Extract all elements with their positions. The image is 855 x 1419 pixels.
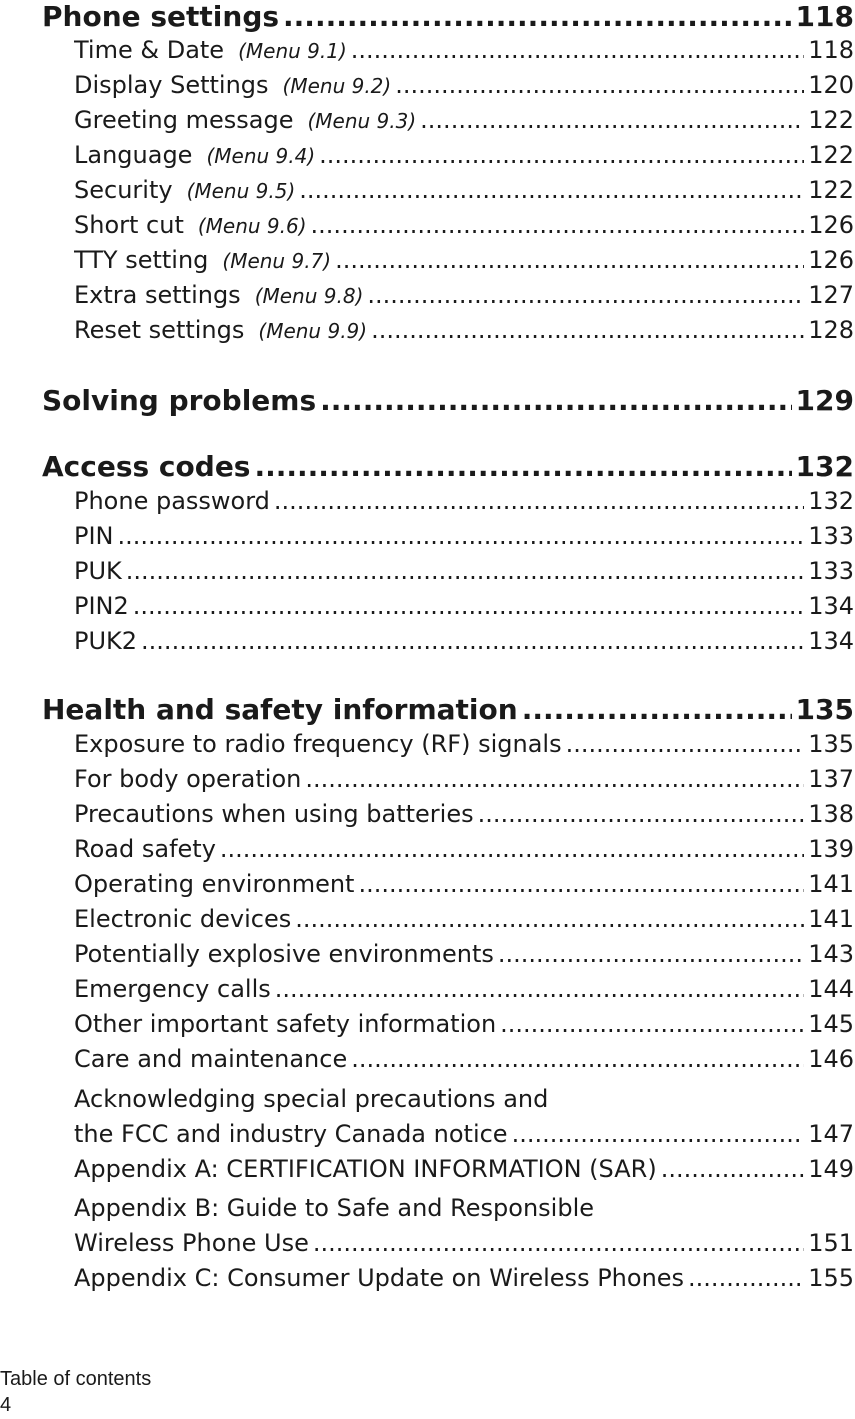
- entry-page: 128: [808, 316, 854, 344]
- dot-leader: [320, 384, 791, 417]
- entry-page: 141: [808, 870, 854, 898]
- entry-label: Reset settings: [74, 316, 245, 344]
- footer-title: Table of contents: [0, 1368, 152, 1390]
- entry-page: 141: [808, 905, 854, 933]
- entry-label: TTY setting: [74, 246, 209, 274]
- dot-leader: [688, 1264, 804, 1292]
- entry-label: PUK2: [74, 627, 138, 655]
- entry-label: Language: [74, 141, 193, 169]
- entry-menu-ref: (Menu 9.2): [282, 74, 392, 98]
- dot-leader: [420, 106, 804, 134]
- entry-page: 145: [808, 1010, 854, 1038]
- entry-label: Time & Date: [74, 36, 225, 64]
- entry-label: Display Settings: [74, 71, 269, 99]
- toc-entry-fcc-line1[interactable]: Acknowledging special precautions and: [74, 1085, 549, 1113]
- toc-entry-short-cut[interactable]: [74, 211, 854, 245]
- entry-page: 143: [808, 940, 854, 968]
- entry-menu-ref: (Menu 9.8): [254, 284, 364, 308]
- toc-entry-security[interactable]: [74, 176, 854, 210]
- toc-entry-appendix-b-line1[interactable]: Appendix B: Guide to Safe and Responsible: [74, 1194, 595, 1222]
- toc-entry-puk[interactable]: [74, 557, 854, 591]
- entry-label: For body operation: [74, 765, 302, 793]
- entry-label: PIN: [74, 522, 114, 550]
- entry-page: 126: [808, 211, 854, 239]
- toc-entry-other-safety-info[interactable]: [74, 1010, 854, 1044]
- section-page: 132: [795, 450, 854, 483]
- entry-page: 127: [808, 281, 854, 309]
- entry-label: Exposure to radio frequency (RF) signals: [74, 730, 562, 758]
- dot-leader: [311, 211, 805, 239]
- entry-label: Wireless Phone Use: [74, 1229, 309, 1257]
- toc-section-phone-settings[interactable]: [42, 0, 854, 36]
- section-page: 118: [795, 0, 854, 33]
- toc-entry-display-settings[interactable]: [74, 71, 854, 105]
- toc-entry-explosive-environments[interactable]: [74, 940, 854, 974]
- toc-entry-reset-settings[interactable]: [74, 316, 854, 350]
- toc-entry-phone-password[interactable]: [74, 487, 854, 521]
- dot-leader: [126, 557, 804, 585]
- entry-label: Short cut: [74, 211, 184, 239]
- entry-menu-ref: (Menu 9.3): [307, 109, 417, 133]
- toc-entry-puk2[interactable]: [74, 627, 854, 661]
- toc-entry-electronic-devices[interactable]: [74, 905, 854, 939]
- entry-page: 132: [808, 487, 854, 515]
- dot-leader: [500, 1010, 804, 1038]
- entry-page: 133: [808, 557, 854, 585]
- entry-page: 133: [808, 522, 854, 550]
- toc-entry-pin2[interactable]: [74, 592, 854, 626]
- entry-page: 118: [808, 36, 854, 64]
- dot-leader: [283, 0, 792, 33]
- entry-label: Precautions when using batteries: [74, 800, 474, 828]
- footer-page-number: 4: [0, 1394, 12, 1416]
- dot-leader: [118, 522, 805, 550]
- dot-leader: [351, 36, 804, 64]
- dot-leader: [220, 835, 804, 863]
- toc-entry-battery-precautions[interactable]: [74, 800, 854, 834]
- entry-label: Care and maintenance: [74, 1045, 348, 1073]
- dot-leader: [395, 71, 804, 99]
- toc-entry-appendix-b[interactable]: [74, 1229, 854, 1263]
- dot-leader: [335, 246, 804, 274]
- section-title: Health and safety information: [42, 693, 518, 726]
- entry-page: 137: [808, 765, 854, 793]
- toc-entry-time-date[interactable]: [74, 36, 854, 70]
- entry-page: 144: [808, 975, 854, 1003]
- entry-label: PUK: [74, 557, 122, 585]
- dot-leader: [371, 316, 804, 344]
- entry-menu-ref: (Menu 9.1): [238, 39, 347, 63]
- entry-page: 122: [808, 106, 854, 134]
- entry-page: 155: [808, 1264, 854, 1292]
- dot-leader: [478, 800, 805, 828]
- toc-entry-care-maintenance[interactable]: [74, 1045, 854, 1079]
- entry-menu-ref: (Menu 9.6): [197, 214, 307, 238]
- entry-page: 134: [808, 592, 854, 620]
- dot-leader: [351, 1045, 804, 1073]
- toc-entry-road-safety[interactable]: [74, 835, 854, 869]
- dot-leader: [319, 141, 804, 169]
- entry-label: Emergency calls: [74, 975, 271, 1003]
- toc-entry-fcc-notice[interactable]: [74, 1120, 854, 1154]
- entry-page: 151: [808, 1229, 854, 1257]
- dot-leader: [512, 1120, 805, 1148]
- entry-page: 122: [808, 176, 854, 204]
- dot-leader: [522, 693, 792, 726]
- entry-label: PIN2: [74, 592, 129, 620]
- section-title: Phone settings: [42, 0, 280, 33]
- toc-entry-appendix-c[interactable]: [74, 1264, 854, 1298]
- toc-entry-language[interactable]: [74, 141, 854, 175]
- entry-page: 134: [808, 627, 854, 655]
- dot-leader: [313, 1229, 804, 1257]
- section-title: Access codes: [42, 450, 251, 483]
- entry-menu-ref: (Menu 9.4): [206, 144, 316, 168]
- entry-label: Appendix A: CERTIFICATION INFORMATION (SAR): [74, 1155, 657, 1183]
- entry-label: Other important safety information: [74, 1010, 497, 1038]
- dot-leader: [566, 730, 805, 758]
- toc-entry-tty-setting[interactable]: [74, 246, 854, 280]
- entry-page: 149: [808, 1155, 854, 1183]
- dot-leader: [367, 281, 804, 309]
- entry-label: Extra settings: [74, 281, 241, 309]
- entry-page: 147: [808, 1120, 854, 1148]
- dot-leader: [275, 975, 804, 1003]
- dot-leader: [133, 592, 804, 620]
- entry-label: the FCC and industry Canada notice: [74, 1120, 508, 1148]
- entry-label: Electronic devices: [74, 905, 292, 933]
- toc-section-health-safety[interactable]: [42, 693, 854, 729]
- entry-page: 138: [808, 800, 854, 828]
- dot-leader: [299, 176, 804, 204]
- section-title: Solving problems: [42, 384, 317, 417]
- toc-entry-extra-settings[interactable]: [74, 281, 854, 315]
- toc-entry-appendix-a[interactable]: [74, 1155, 854, 1189]
- dot-leader: [498, 940, 804, 968]
- entry-label: Phone password: [74, 487, 270, 515]
- entry-page: 122: [808, 141, 854, 169]
- entry-page: 120: [808, 71, 854, 99]
- toc-entry-emergency-calls[interactable]: [74, 975, 854, 1009]
- entry-label: Operating environment: [74, 870, 355, 898]
- toc-entry-body-operation[interactable]: [74, 765, 854, 799]
- entry-label: Potentially explosive environments: [74, 940, 494, 968]
- entry-label: Appendix C: Consumer Update on Wireless Phones: [74, 1264, 685, 1292]
- toc-entry-greeting-message[interactable]: [74, 106, 854, 140]
- entry-page: 135: [808, 730, 854, 758]
- toc-entry-rf-exposure[interactable]: [74, 730, 854, 764]
- entry-page: 126: [808, 246, 854, 274]
- entry-label: Road safety: [74, 835, 216, 863]
- section-page: 129: [795, 384, 854, 417]
- entry-menu-ref: (Menu 9.9): [258, 319, 368, 343]
- dot-leader: [141, 627, 804, 655]
- entry-label: Greeting message: [74, 106, 294, 134]
- toc-entry-operating-environment[interactable]: [74, 870, 854, 904]
- toc-section-solving-problems[interactable]: [42, 384, 854, 420]
- toc-entry-pin[interactable]: [74, 522, 854, 556]
- entry-page: 146: [808, 1045, 854, 1073]
- toc-section-access-codes[interactable]: [42, 450, 854, 486]
- entry-menu-ref: (Menu 9.7): [222, 249, 332, 273]
- entry-menu-ref: (Menu 9.5): [186, 179, 296, 203]
- section-page: 135: [795, 693, 854, 726]
- dot-leader: [254, 450, 791, 483]
- dot-leader: [295, 905, 804, 933]
- dot-leader: [305, 765, 804, 793]
- dot-leader: [358, 870, 804, 898]
- dot-leader: [274, 487, 804, 515]
- entry-label: Security: [74, 176, 173, 204]
- entry-page: 139: [808, 835, 854, 863]
- dot-leader: [661, 1155, 805, 1183]
